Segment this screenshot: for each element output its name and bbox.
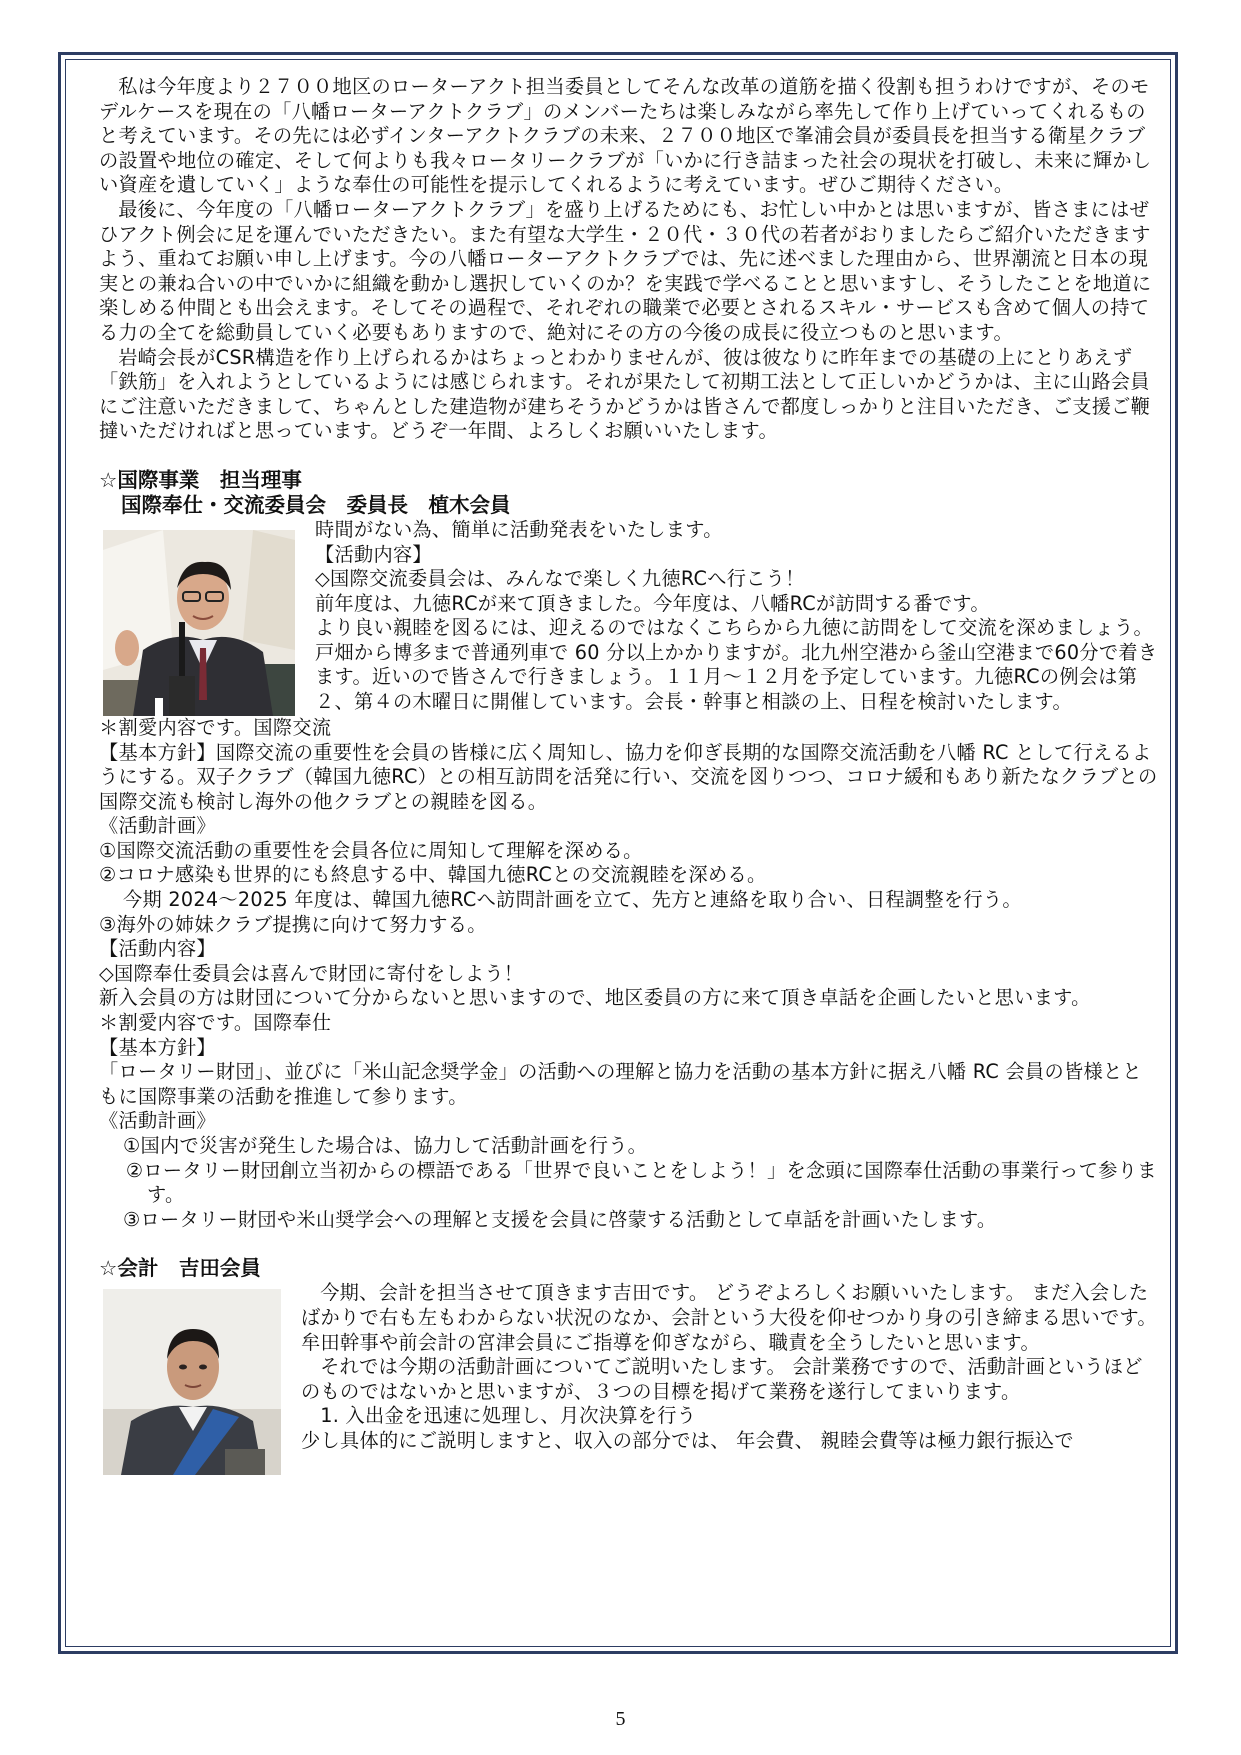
plan-item-2-detail: 今期 2024～2025 年度は、韓国九徳RCへ訪問計画を立て、先方と連絡を取り合い、日程調整を行う。 (123, 888, 1022, 912)
accounting-goal-1: 1. 入出金を迅速に処理し、月次決算を行う (320, 1404, 697, 1428)
section-heading-international: ☆国際事業 担当理事 (99, 467, 302, 492)
yoshida-report-text (301, 1281, 1161, 1453)
activity-service-slogan: ◇国際奉仕委員会は喜んで財団に寄付をしよう！ (99, 961, 524, 985)
report-intro-line: 時間がない為、簡単に活動発表をいたします。 (315, 517, 723, 541)
activity-title-service: 【活動内容】 (99, 937, 216, 961)
omitted-note-service: ＊割愛内容です。国際奉仕 (99, 1011, 332, 1035)
page-number: 5 (615, 1708, 626, 1730)
accounting-goal-1-detail: 少し具体的にご説明しますと、収入の部分では、 年会費、 親睦会費等は極力銀行振込で (301, 1428, 1074, 1452)
service-plan-item-1: ①国内で災害が発生した場合は、協力して活動計画を行う。 (123, 1134, 648, 1157)
speaker-photo-ueki (103, 530, 295, 716)
omitted-note-exchange: ＊割愛内容です。国際交流 (99, 715, 332, 739)
service-plan-item-2: ②ロータリー財団創立当初からの標語である「世界で良いことをしよう！」を念頭に国際奉仕活動の事業行って参ります。 (125, 1158, 1157, 1207)
section-heading-accounting: ☆会計 吉田会員 (99, 1256, 261, 1281)
paragraph-closing-request: 最後に、今年度の「八幡ローターアクトクラブ」を盛り上げるためにも、お忙しい中かとは思いますが、皆さまにはぜひアクト例会に足を運んでいただきたい。また有望な大学生・２０代・３０代の若者がおりましたらご紹介いただきますよう、重ねてお願い申し上げます。今の八幡ローターアクトクラブでは、先に述べました理由から、世界潮流と日本の現実との兼ね合いの中でいかに組織を動かし選択していくのか？を実践で学べることと思いますし、そうしたことを地道に楽しめる仲間とも出会えます。そしてその過程で、それぞれの職業で必要とされるスキル・サービスも含めて個人の持てる力の全てを総動員していく必要もありますので、絶対にその方の今後の成長に役立つものと思います。 (99, 197, 1152, 344)
activity-service-detail: 新入会員の方は財団について分からないと思いますので、地区委員の方に来て頂き卓話を企画したいと思います。 (99, 986, 1091, 1010)
activity-prev-year: 前年度は、九徳RCが来て頂きました。今年度は、八幡RCが訪問する番です。 (315, 591, 990, 615)
speaker-photo-yoshida-graphic (103, 1289, 281, 1475)
paragraph-rotaract-vision: 私は今年度より２７００地区のローターアクト担当委員としてそんな改革の道筋を描く役割も担うわけですが、そのモデルケースを現在の「八幡ローターアクトクラブ」のメンバーたちは楽しみながら率先して作り上げていってくれるものと考えています。その先には必ずインターアクトクラブの未来、２７００地区で峯浦会員が委員長を担当する衛星クラブの設置や地位の確定、そして何よりも我々ロータリークラブが「いかに行き詰まった社会の現状を打破し、未来に輝かしい資産を遺していく」ような奉仕の可能性を提示してくれるように考えています。ぜひご期待ください。 (99, 75, 1152, 197)
speaker-photo-ueki-graphic (103, 530, 295, 716)
policy-exchange: 【基本方針】国際交流の重要性を会員の皆様に広く周知し、協力を仰ぎ長期的な国際交流活動を八幡 RC として行えるようにする。双子クラブ（韓国九徳RC）との相互訪問を活発に行い、交流を図りつつ、コロナ緩和もあり新たなクラブとの国際交流も検討し海外の他クラブとの親睦を図る。 (99, 740, 1158, 813)
page-frame (58, 52, 1178, 1654)
plan-item-2: ②コロナ感染も世界的にも終息する中、韓国九徳RCとの交流親睦を深める。 (99, 863, 767, 887)
plan-title-service: 《活動計画》 (99, 1109, 216, 1133)
ueki-report-block (99, 518, 1161, 716)
activity-plan-detail: より良い親睦を図るには、迎えるのではなくこちらから九徳に訪問をして交流を深めましょう。戸畑から博多まで普通列車で 60 分以上かかりますが。北九州空港から釜山空港まで60分で着きます。近いので皆さんで行きましょう。１１月～１２月を予定しています。九徳RCの例会は第２、第４の木曜日に開催しています。会長・幹事と相談の上、日程を検討いたします。 (315, 616, 1158, 714)
spacer (99, 444, 1161, 468)
section-subheading-committee: 国際奉仕・交流委員会 委員長 植木会員 (121, 492, 511, 517)
service-plan-item-3: ③ロータリー財団や米山奨学会への理解と支援を会員に啓蒙する活動として卓話を計画いたします。 (123, 1207, 997, 1231)
accounting-greeting: 今期、会計を担当させて頂きます吉田です。 どうぞよろしくお願いいたします。 まだ入会したばかりで右も左もわからない状況のなか、会計という大役を仰せつかり身の引き締まる思いです。 牟田幹事や前会計の宮津会員にご指導を仰ぎながら、職責を全うしたいと思います。 (301, 1281, 1157, 1354)
plan-item-1: ①国際交流活動の重要性を会員各位に周知して理解を深める。 (99, 838, 643, 862)
ueki-report-text (315, 518, 1161, 715)
activity-title: 【活動内容】 (315, 542, 432, 566)
accounting-plan-intro: それでは今期の活動計画についてご説明いたします。 会計業務ですので、活動計画というほどのものではないかと思いますが、３つの目標を掲げて業務を遂行してまいります。 (301, 1355, 1143, 1403)
activity-slogan: ◇国際交流委員会は、みんなで楽しく九徳RCへ行こう！ (315, 567, 805, 591)
spacer (99, 1232, 1161, 1256)
policy-service: 「ロータリー財団」、並びに「米山記念奨学金」の活動への理解と協力を活動の基本方針に据え八幡 RC 会員の皆様とともに国際事業の活動を推進して参ります。 (99, 1060, 1142, 1108)
policy-title-service: 【基本方針】 (99, 1035, 216, 1059)
yoshida-report-block (99, 1281, 1161, 1475)
speaker-photo-yoshida (103, 1289, 281, 1475)
paragraph-president-csr: 岩崎会長がCSR構造を作り上げられるかはちょっとわかりませんが、彼は彼なりに昨年までの基礎の上にとりあえず「鉄筋」を入れようとしているようには感じられます。それが果たして初期工法として正しいかどうかは、主に山路会員にご注意いただきまして、ちゃんとした建造物が建ちそうかどうかは皆さんで都度しっかりと注目いただき、ご支援ご鞭撻いただければと思っています。どうぞ一年間、よろしくお願いいたします。 (99, 345, 1151, 443)
plan-item-3: ③海外の姉妹クラブ提携に向けて努力する。 (99, 912, 487, 936)
plan-title-exchange: 《活動計画》 (99, 814, 216, 838)
page-content (99, 75, 1161, 1475)
